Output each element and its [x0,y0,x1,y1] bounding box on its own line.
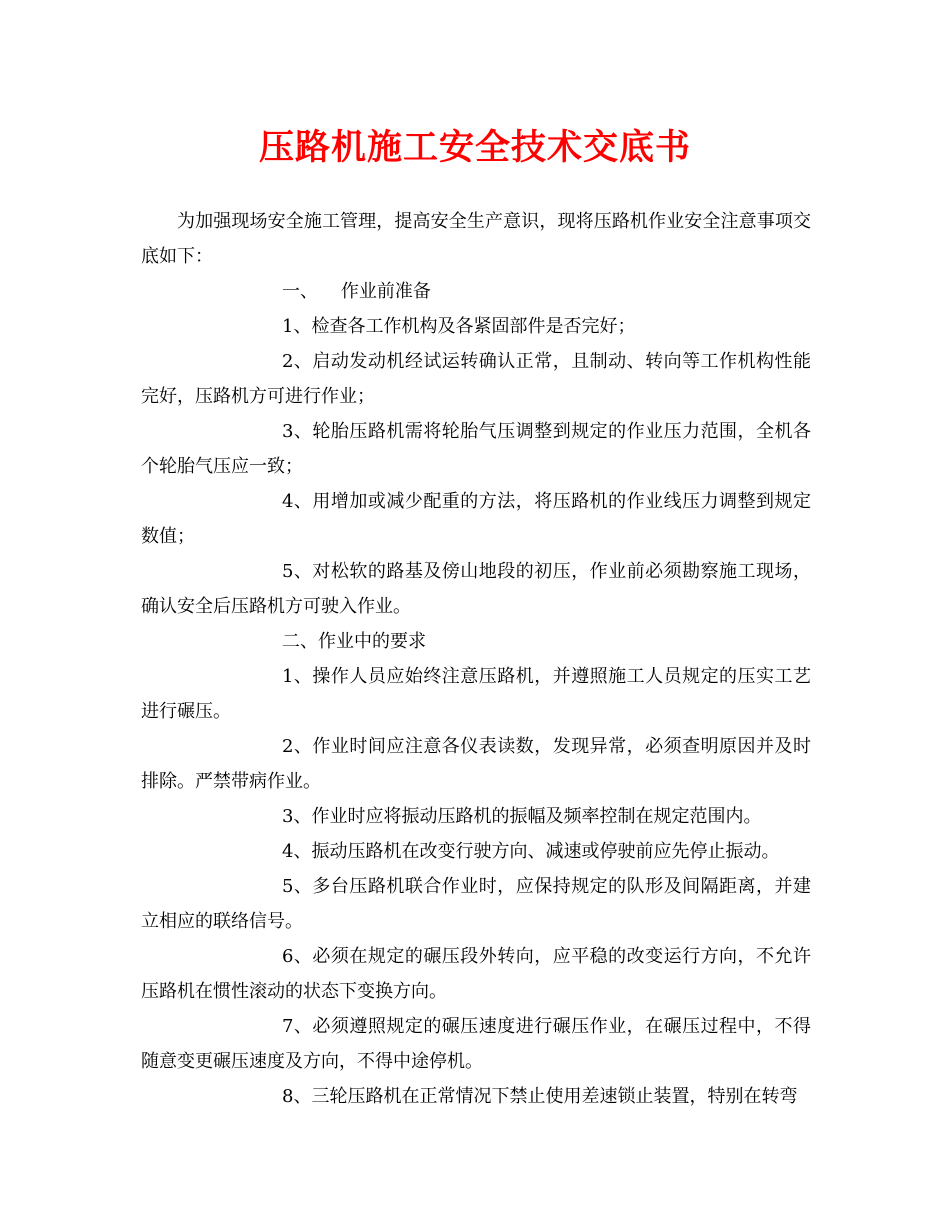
intro-paragraph: 为加强现场安全施工管理，提高安全生产意识，现将压路机作业安全注意事项交底如下： [141,211,811,267]
operation-item-7: 7、必须遵照规定的碾压速度进行碾压作业，在碾压过程中，不得随意变更碾压速度及方向，不得中途停机。 [141,1016,811,1072]
prep-item-5: 5、对松软的路基及傍山地段的初压，作业前必须勘察施工现场，确认安全后压路机方可驶入作业。 [141,561,811,617]
prep-item-4: 4、用增加或减少配重的方法，将压路机的作业线压力调整到规定数值； [141,491,811,547]
prep-item-3: 3、轮胎压路机需将轮胎气压调整到规定的作业压力范围，全机各个轮胎气压应一致； [141,421,811,477]
section-heading-preparation: 一、 作业前准备 [282,281,431,302]
operation-item-6: 6、必须在规定的碾压段外转向，应平稳的改变运行方向，不允许压路机在惯性滚动的状态下变换方向。 [141,946,811,1002]
document-body [141,204,811,1114]
operation-item-5: 5、多台压路机联合作业时，应保持规定的队形及间隔距离，并建立相应的联络信号。 [141,876,811,932]
operation-item-2: 2、作业时间应注意各仪表读数，发现异常，必须查明原因并及时排除。严禁带病作业。 [141,736,811,792]
operation-item-8: 8、三轮压路机在正常情况下禁止使用差速锁止装置，特别在转弯 [282,1086,798,1107]
operation-item-3: 3、作业时应将振动压路机的振幅及频率控制在规定范围内。 [282,806,762,827]
operation-item-4: 4、振动压路机在改变行驶方向、减速或停驶前应先停止振动。 [282,841,780,862]
operation-item-1: 1、操作人员应始终注意压路机，并遵照施工人员规定的压实工艺进行碾压。 [141,666,811,722]
prep-item-1: 1、检查各工作机构及各紧固部件是否完好； [282,316,636,337]
document-title: 压路机施工安全技术交底书 [258,127,691,168]
prep-item-2: 2、启动发动机经试运转确认正常，且制动、转向等工作机构性能完好，压路机方可进行作业； [141,351,811,407]
section-heading-operation: 二、作业中的要求 [282,631,426,652]
